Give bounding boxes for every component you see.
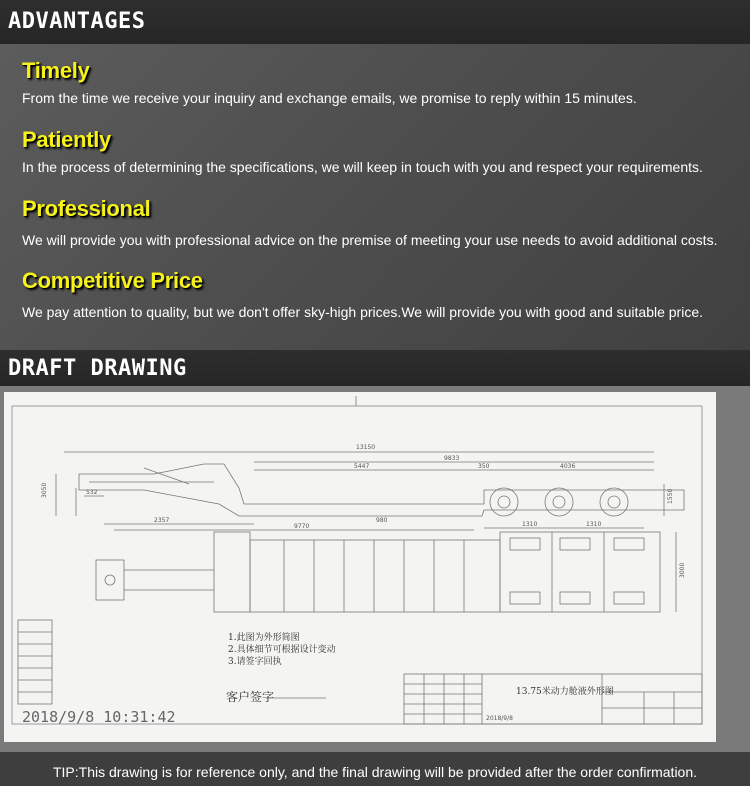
date-small: 2018/9/8 bbox=[486, 715, 513, 722]
drawing-note-2: 2.具体细节可根据设计变动 bbox=[228, 645, 336, 655]
dim-span-d: 350 bbox=[478, 463, 490, 470]
advantages-section-title: ADVANTAGES bbox=[8, 9, 146, 34]
dim-overall: 13150 bbox=[356, 444, 376, 451]
advantages-header-bar bbox=[0, 0, 750, 45]
advantage-text: We pay attention to quality, but we don't offer sky-high prices.We will provide you with good and suitable price. bbox=[22, 304, 704, 320]
drawing-paper bbox=[4, 392, 716, 742]
customer-signature-label: 客户签字 bbox=[226, 690, 275, 704]
advantages-panel bbox=[0, 44, 750, 350]
dim-span-b: 5447 bbox=[354, 463, 370, 470]
advantage-heading: Competitive Price bbox=[22, 268, 203, 293]
advantage-text: In the process of determining the specifications, we will keep in touch with you and respect your requirements. bbox=[22, 159, 703, 175]
advantage-text: From the time we receive your inquiry and exchange emails, we promise to reply within 15 minutes. bbox=[22, 90, 637, 106]
advantage-item-timely bbox=[22, 58, 637, 106]
tip-text: TIP:This drawing is for reference only, and the final drawing will be provided after the order confirmation. bbox=[52, 764, 698, 780]
advantage-heading: Patiently bbox=[22, 127, 111, 152]
draft-drawing-area bbox=[0, 386, 750, 752]
dim-left-small: 532 bbox=[86, 489, 98, 496]
tip-bar bbox=[0, 752, 750, 786]
advantage-item-professional bbox=[22, 196, 717, 248]
advantage-text: We will provide you with professional advice on the premise of meeting your use needs to avoid additional costs. bbox=[22, 232, 718, 248]
dim-axle-a: 1310 bbox=[522, 521, 538, 528]
drawing-note-3: 3.请签字回执 bbox=[228, 657, 282, 667]
advantage-item-competitive-price bbox=[22, 268, 703, 320]
dim-pin: 980 bbox=[376, 517, 388, 524]
dim-axle-b: 1310 bbox=[586, 521, 602, 528]
advantage-item-patiently bbox=[22, 127, 703, 175]
advantage-heading: Professional bbox=[22, 196, 151, 221]
advantage-heading: Timely bbox=[22, 58, 90, 83]
photo-timestamp: 2018/9/8 10:31:42 bbox=[22, 708, 176, 726]
draft-drawing-header-bar bbox=[0, 350, 750, 387]
dim-left-mid: 2357 bbox=[154, 517, 170, 524]
drawing-note-1: 1.此图为外形简图 bbox=[228, 633, 300, 643]
dim-span-a: 9833 bbox=[444, 455, 460, 462]
dim-height: 3050 bbox=[41, 482, 48, 498]
title-block-name: 13.75米动力舱液外形图 bbox=[516, 687, 614, 697]
dim-span-c: 4036 bbox=[560, 463, 576, 470]
draft-drawing-section-title: DRAFT DRAWING bbox=[8, 356, 187, 381]
dim-width: 3000 bbox=[679, 562, 686, 578]
dim-deck: 9770 bbox=[294, 523, 310, 530]
dim-rear: 1550 bbox=[667, 488, 674, 504]
